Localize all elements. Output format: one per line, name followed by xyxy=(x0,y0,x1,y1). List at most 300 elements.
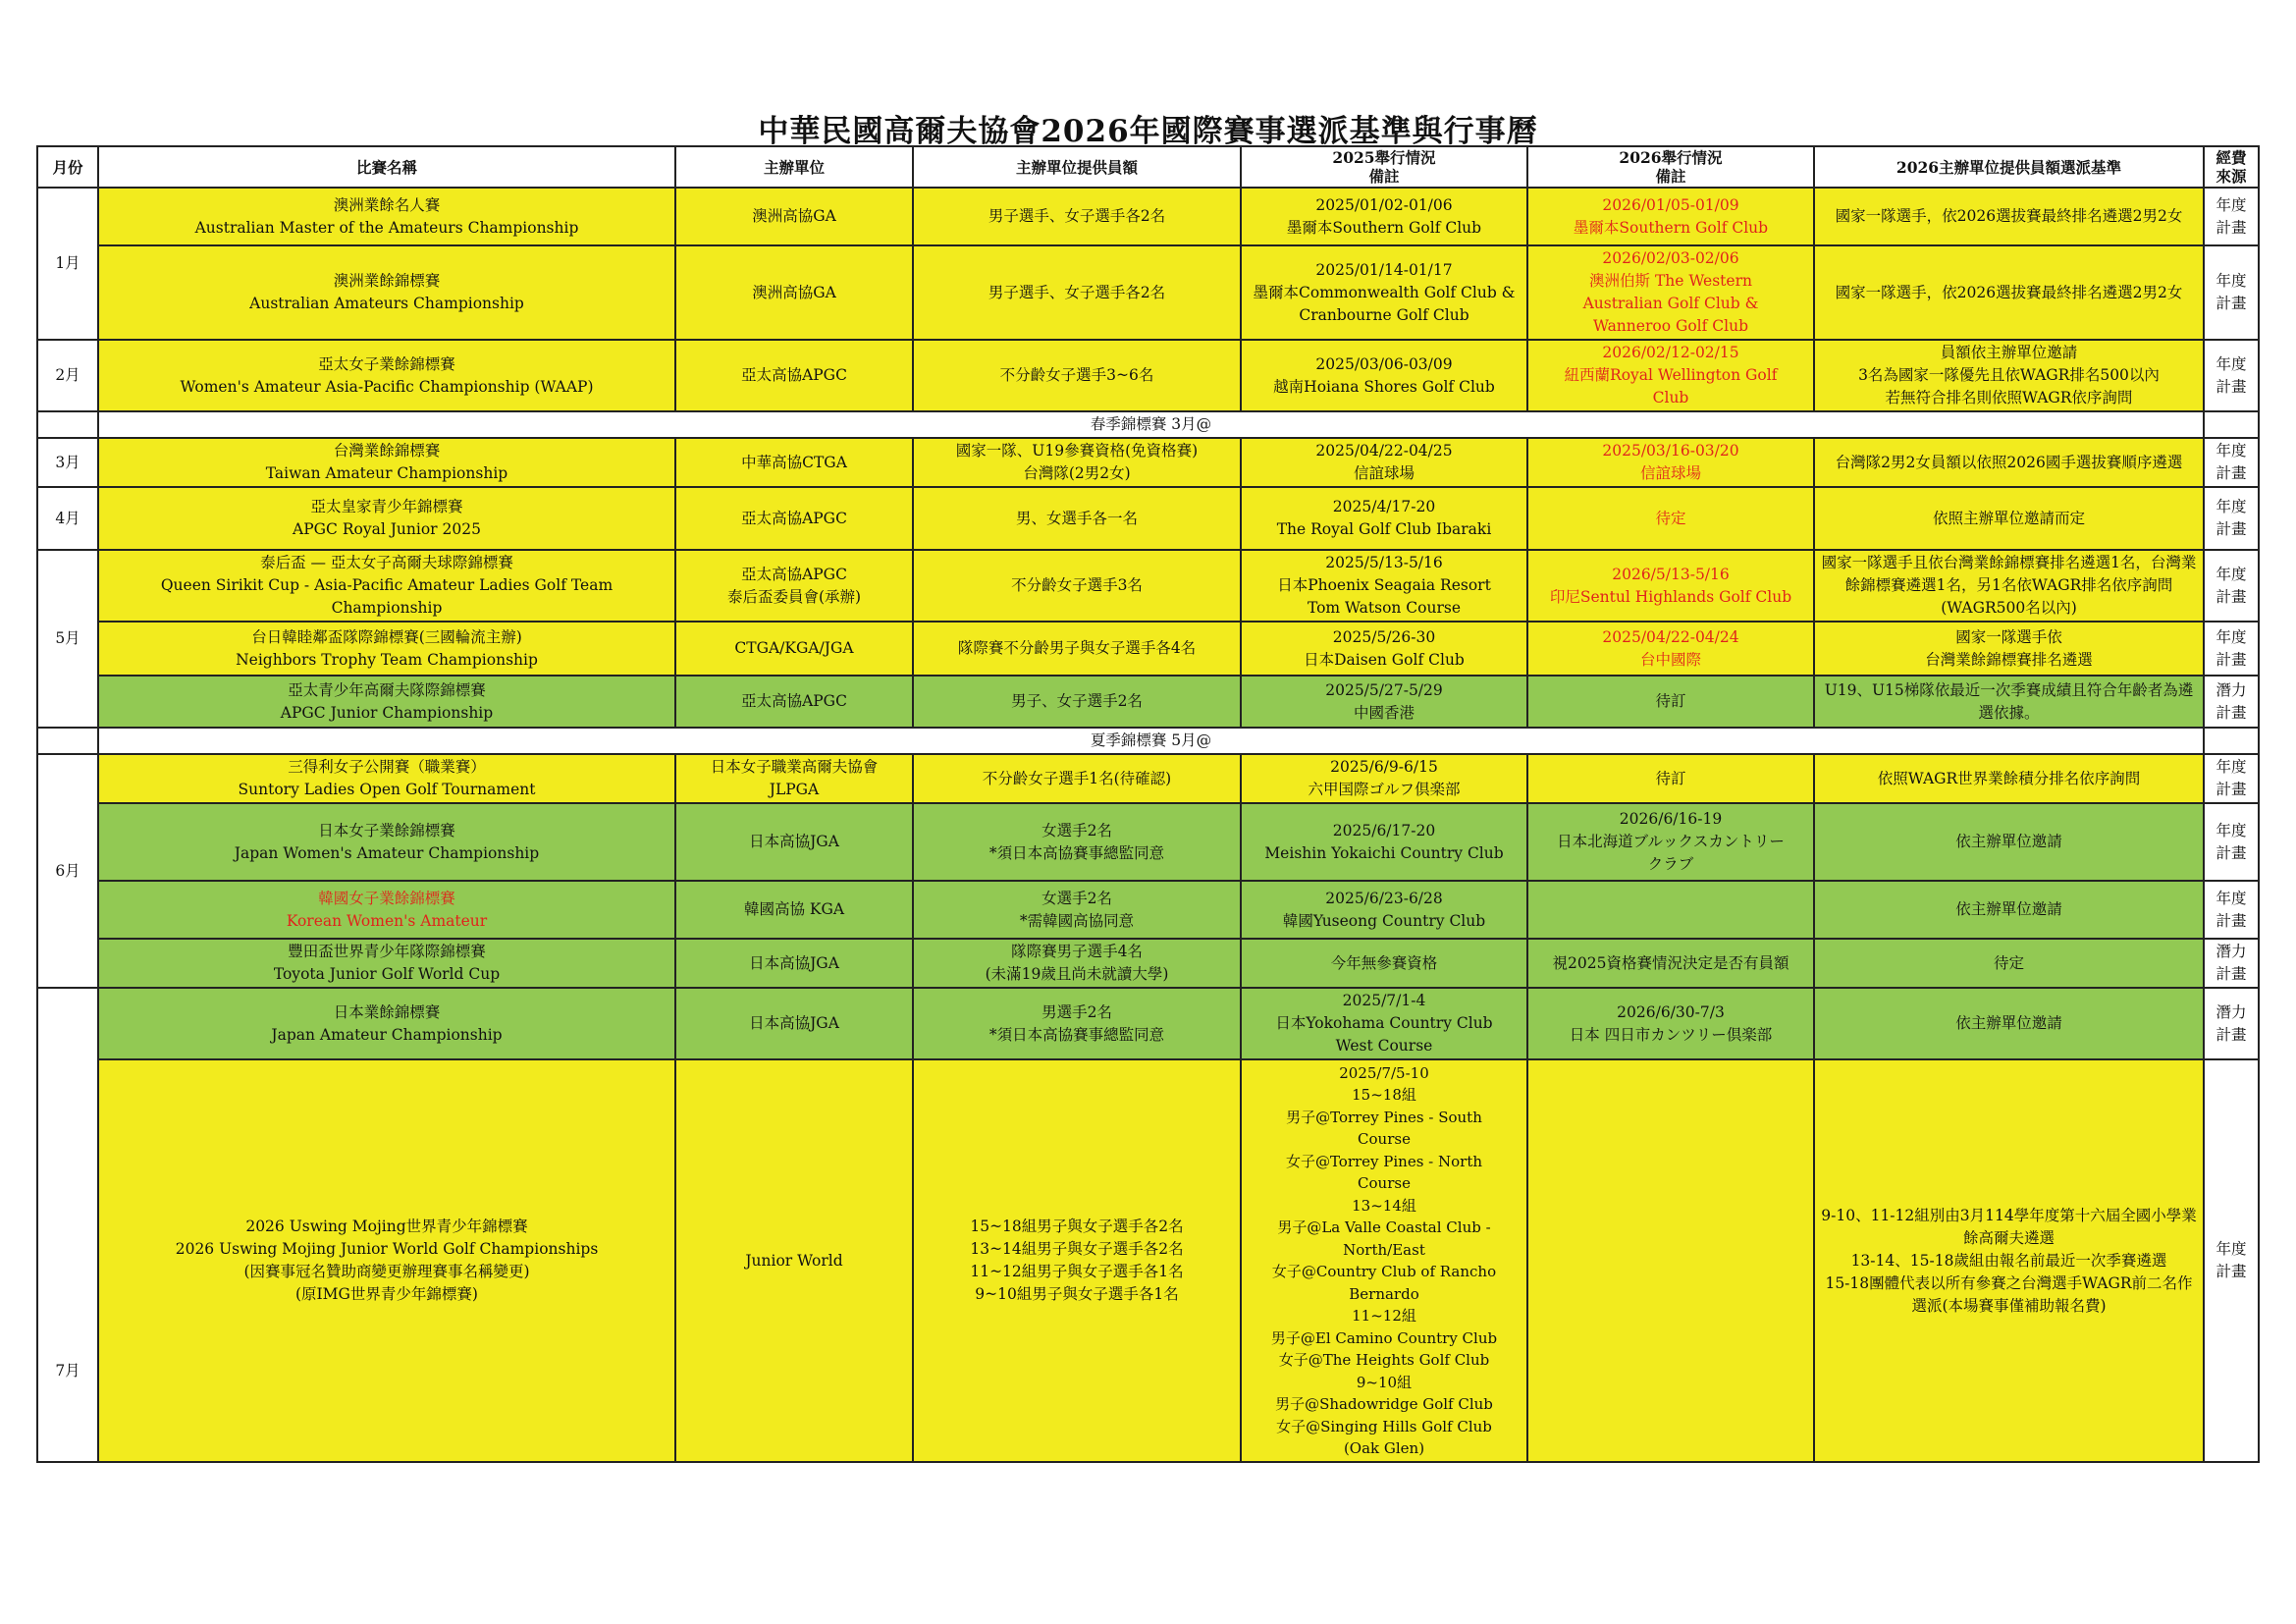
cell-line: North/East xyxy=(1343,1240,1425,1259)
cell-line: 9~10組男子與女子選手各1名 xyxy=(975,1285,1179,1303)
cell-line: 男子@La Valle Coastal Club - xyxy=(1277,1218,1491,1236)
cell-line: 若無符合排名則依照WAGR依序詢問 xyxy=(1885,389,2133,406)
cell-line: (Oak Glen) xyxy=(1343,1439,1425,1457)
funding-cell xyxy=(2204,881,2259,939)
event-name xyxy=(98,487,675,550)
criteria-cell xyxy=(1814,438,2204,487)
quota-cell xyxy=(913,881,1241,939)
cell-line: 依照主辦單位邀請而定 xyxy=(1932,509,2085,527)
cell-line: 年度 xyxy=(2216,758,2247,776)
month-cell: 5月 xyxy=(37,550,98,728)
table-row xyxy=(37,550,2259,622)
result-2026 xyxy=(1527,487,1814,550)
table-row xyxy=(37,188,2259,245)
funding-cell xyxy=(2204,988,2259,1059)
cell-line: 台灣隊2男2女員額以依照2026國手選拔賽順序遴選 xyxy=(1835,453,2183,471)
cell-line: 女選手2名 xyxy=(1041,821,1112,839)
table-row xyxy=(37,754,2259,803)
cell-line: クラブ xyxy=(1647,855,1694,873)
cell-line: Toyota Junior Golf World Cup xyxy=(273,965,501,983)
cell-line: 三得利女子公開賽（職業賽） xyxy=(288,758,486,776)
cell-line: 台中國際 xyxy=(1639,650,1701,669)
cell-line: 待訂 xyxy=(1655,692,1686,710)
cell-line: 2026/6/30-7/3 xyxy=(1617,1002,1725,1021)
cell-line: 2025/6/9-6/15 xyxy=(1330,758,1438,776)
cell-line: 計畫 xyxy=(2216,295,2247,312)
cell-line: 隊際賽男子選手4名 xyxy=(1011,943,1143,960)
cell-line: 台灣業餘錦標賽 xyxy=(333,442,441,460)
funding-cell xyxy=(2204,438,2259,487)
criteria-cell xyxy=(1814,622,2204,676)
criteria-cell xyxy=(1814,803,2204,881)
host-cell xyxy=(675,340,913,411)
cell-line: 韓國女子業餘錦標賽 xyxy=(318,889,455,907)
cell-line: 日本業餘錦標賽 xyxy=(333,1002,441,1021)
cell-line: 不分齡女子選手3名 xyxy=(1011,576,1143,594)
cell-line: 女子@Singing Hills Golf Club xyxy=(1276,1417,1492,1435)
cell-line: 年度 xyxy=(2216,442,2247,460)
table-row xyxy=(37,438,2259,487)
cell-line: Course xyxy=(1358,1174,1411,1192)
cell-line: Neighbors Trophy Team Championship xyxy=(236,650,538,669)
cell-line: 2025/04/22-04/25 xyxy=(1315,442,1453,460)
cell-line: 男、女選手各一名 xyxy=(1015,509,1138,527)
cell-line: 國家一隊、U19參賽資格(免資格賽) xyxy=(955,442,1199,460)
result-2025 xyxy=(1241,988,1527,1059)
cell-line: 日本女子職業高爾夫協會 xyxy=(710,758,879,776)
event-name xyxy=(98,988,675,1059)
quota-cell xyxy=(913,754,1241,803)
cell-line: Queen Sirikit Cup - Asia-Pacific Amateur Ladies Golf Team xyxy=(160,576,614,594)
event-name xyxy=(98,1059,675,1462)
cell-line: 2025/6/17-20 xyxy=(1332,821,1436,839)
cell-line: 日本北海道ブルックスカントリー xyxy=(1557,833,1785,850)
event-name xyxy=(98,245,675,340)
quota-cell xyxy=(913,1059,1241,1462)
section-summer: 夏季錦標賽 5月@ xyxy=(98,728,2204,754)
result-2025 xyxy=(1241,438,1527,487)
cell-line: 日本高協JGA xyxy=(749,833,839,850)
cell-line: 15~18組 xyxy=(1352,1086,1416,1104)
header-2026: 2026舉行情況 備註 xyxy=(1527,146,1814,188)
cell-line: 計畫 xyxy=(2216,1263,2247,1280)
cell-line: 2026/5/13-5/16 xyxy=(1612,565,1730,583)
cell-line: 2025/04/22-04/24 xyxy=(1602,627,1739,646)
header-criteria: 2026主辦單位提供員額選派基準 xyxy=(1814,146,2204,188)
cell-line: 泰后盃 — 亞太女子高爾夫球際錦標賽 xyxy=(260,554,513,571)
cell-line: *須日本高協賽事總監同意 xyxy=(988,843,1165,862)
cell-line: 13-14、15-18歲組由報名前最近一次季賽遴選 xyxy=(1850,1251,2167,1270)
cell-line: 日本女子業餘錦標賽 xyxy=(318,821,455,839)
cell-line: Japan Amateur Championship xyxy=(271,1025,503,1044)
cell-line: 越南Hoiana Shores Golf Club xyxy=(1273,377,1495,396)
funding-cell xyxy=(2204,622,2259,676)
cell-line: 待定 xyxy=(1655,509,1686,527)
cell-line: Bernardo xyxy=(1349,1284,1419,1303)
cell-line: Wanneroo Golf Club xyxy=(1592,317,1749,335)
cell-line: Australian Master of the Amateurs Championship xyxy=(194,218,579,237)
cell-line: 視2025資格賽情況決定是否有員額 xyxy=(1552,953,1789,972)
cell-line: 女子@The Heights Golf Club xyxy=(1278,1351,1490,1369)
cell-line: 澳洲高協GA xyxy=(752,283,836,301)
cell-line: 日本高協JGA xyxy=(749,953,839,972)
cell-line: 15~18組男子與女子選手各2名 xyxy=(970,1218,1184,1235)
funding-cell xyxy=(2204,803,2259,881)
criteria-cell xyxy=(1814,1059,2204,1462)
funding-cell xyxy=(2204,245,2259,340)
cell-line: 潛力 xyxy=(2216,1002,2247,1021)
cell-line: 韓國高協 KGA xyxy=(743,900,845,918)
cell-line: 中國香港 xyxy=(1353,703,1415,722)
table-row xyxy=(37,1059,2259,1462)
result-2026 xyxy=(1527,939,1814,988)
event-name xyxy=(98,939,675,988)
month-cell: 2月 xyxy=(37,340,98,411)
cell-line: 年度 xyxy=(2216,821,2247,839)
cell-line: 男子、女子選手2名 xyxy=(1011,692,1143,710)
criteria-cell xyxy=(1814,676,2204,728)
cell-line: 潛力 xyxy=(2216,680,2247,699)
result-2025 xyxy=(1241,188,1527,245)
table-row xyxy=(37,881,2259,939)
host-cell xyxy=(675,754,913,803)
host-cell xyxy=(675,487,913,550)
cell-line: 2025/5/26-30 xyxy=(1332,627,1436,646)
cell-line: The Royal Golf Club Ibaraki xyxy=(1276,520,1492,538)
cell-line: 9~10組 xyxy=(1356,1373,1413,1391)
cell-line: 2026/02/12-02/15 xyxy=(1602,344,1739,361)
criteria-cell xyxy=(1814,988,2204,1059)
cell-line: 2025/6/23-6/28 xyxy=(1325,889,1443,907)
event-name xyxy=(98,676,675,728)
event-name xyxy=(98,438,675,487)
schedule-table xyxy=(36,145,2260,1463)
criteria-cell xyxy=(1814,188,2204,245)
cell-line: 不分齡女子選手3~6名 xyxy=(999,366,1154,384)
criteria-cell xyxy=(1814,487,2204,550)
criteria-cell xyxy=(1814,939,2204,988)
header-row xyxy=(37,146,2259,188)
result-2025 xyxy=(1241,803,1527,881)
cell-line: 年度 xyxy=(2216,627,2247,646)
cell-line: 2025/7/5-10 xyxy=(1339,1063,1429,1082)
funding-cell xyxy=(2204,754,2259,803)
cell-line: 年度 xyxy=(2216,272,2247,290)
quota-cell xyxy=(913,245,1241,340)
cell-line: 國家一隊選手，依2026選拔賽最終排名遴選2男2女 xyxy=(1835,207,2183,225)
cell-line: 男子選手、女子選手各2名 xyxy=(988,207,1166,225)
funding-cell xyxy=(2204,487,2259,550)
cell-line: 隊際賽不分齡男子與女子選手各4名 xyxy=(957,639,1197,657)
cell-line: 女選手2名 xyxy=(1041,889,1112,907)
cell-line: Women's Amateur Asia-Pacific Championship (WAAP) xyxy=(180,377,594,396)
cell-line: West Course xyxy=(1335,1037,1433,1055)
cell-line: Cranbourne Golf Club xyxy=(1299,305,1469,324)
cell-line: Championship xyxy=(331,599,443,617)
month-cell-empty xyxy=(37,411,98,438)
cell-line: Suntory Ladies Open Golf Tournament xyxy=(238,781,536,798)
host-cell xyxy=(675,245,913,340)
cell-line: 2026/6/16-19 xyxy=(1619,810,1723,828)
cell-line: 計畫 xyxy=(2216,650,2247,669)
cell-line: JLPGA xyxy=(769,781,820,798)
cell-line: 依主辦單位邀請 xyxy=(1955,833,2062,850)
result-2026 xyxy=(1527,988,1814,1059)
cell-line: 女子@Torrey Pines - North xyxy=(1285,1152,1483,1170)
cell-line: APGC Royal Junior 2025 xyxy=(293,520,481,538)
cell-line: 計畫 xyxy=(2216,377,2247,396)
funding-cell xyxy=(2204,188,2259,245)
table-row xyxy=(37,487,2259,550)
cell-line: 墨爾本Southern Golf Club xyxy=(1286,218,1482,237)
result-2026 xyxy=(1527,754,1814,803)
cell-line: 國家一隊選手依 xyxy=(1955,627,2062,646)
cell-line: 計畫 xyxy=(2216,1025,2247,1044)
result-2025 xyxy=(1241,340,1527,411)
cell-line: 墨爾本Southern Golf Club xyxy=(1573,218,1769,237)
cell-line: Junior World xyxy=(745,1251,843,1270)
result-2026 xyxy=(1527,881,1814,939)
table-row xyxy=(37,939,2259,988)
quota-cell xyxy=(913,803,1241,881)
cell-line: 計畫 xyxy=(2216,520,2247,538)
host-cell xyxy=(675,438,913,487)
cell-line: CTGA/KGA/JGA xyxy=(734,639,854,657)
cell-line: 依主辦單位邀請 xyxy=(1955,900,2062,918)
cell-line: 2026 Uswing Mojing Junior World Golf Championships xyxy=(175,1240,599,1258)
event-name xyxy=(98,550,675,622)
cell-line: 9-10、11-12組別由3月114學年度第十六屆全國小學業餘高爾夫遴選 xyxy=(1821,1206,2197,1247)
quota-cell xyxy=(913,550,1241,622)
quota-cell xyxy=(913,188,1241,245)
cell-line: 澳洲業餘名人賽 xyxy=(333,195,441,214)
cell-line: 墨爾本Commonwealth Golf Club & xyxy=(1253,283,1516,301)
host-cell xyxy=(675,1059,913,1462)
funding-cell xyxy=(2204,676,2259,728)
event-name xyxy=(98,340,675,411)
cell-line: *須日本高協賽事總監同意 xyxy=(988,1025,1165,1044)
result-2026 xyxy=(1527,550,1814,622)
cell-line: 3名為國家一隊優先且依WAGR排名500以內 xyxy=(1858,366,2160,384)
funding-cell-empty xyxy=(2204,411,2259,438)
cell-line: 日本Phoenix Seagaia Resort xyxy=(1277,576,1491,594)
cell-line: 印尼Sentul Highlands Golf Club xyxy=(1549,587,1792,606)
funding-cell xyxy=(2204,340,2259,411)
cell-line: Taiwan Amateur Championship xyxy=(265,464,508,482)
cell-line: Australian Amateurs Championship xyxy=(249,295,524,312)
cell-line: (未滿19歲且尚未就讀大學) xyxy=(985,965,1169,983)
cell-line: 11~12組男子與女子選手各1名 xyxy=(970,1263,1184,1280)
cell-line: 信誼球場 xyxy=(1639,464,1701,482)
cell-line: 11~12組 xyxy=(1352,1307,1416,1325)
quota-cell xyxy=(913,438,1241,487)
cell-line: 國家一隊選手，依2026選拔賽最終排名遴選2男2女 xyxy=(1835,283,2183,301)
cell-line: 亞太青少年高爾夫隊際錦標賽 xyxy=(288,680,486,699)
cell-line: 男子選手、女子選手各2名 xyxy=(988,283,1166,301)
section-row xyxy=(37,728,2259,754)
cell-line: 日本高協JGA xyxy=(749,1014,839,1032)
cell-line: 男子@Shadowridge Golf Club xyxy=(1275,1395,1493,1413)
month-cell: 3月 xyxy=(37,438,98,487)
month-cell: 6月 xyxy=(37,754,98,988)
result-2025 xyxy=(1241,754,1527,803)
month-cell: 1月 xyxy=(37,188,98,340)
cell-line: 泰后盃委員會(承辦) xyxy=(726,587,862,606)
event-name xyxy=(98,754,675,803)
host-cell xyxy=(675,676,913,728)
cell-line: 台灣業餘錦標賽排名遴選 xyxy=(1925,650,2093,669)
table-row xyxy=(37,676,2259,728)
cell-line: 2026/02/03-02/06 xyxy=(1602,249,1739,267)
result-2025 xyxy=(1241,881,1527,939)
host-cell xyxy=(675,803,913,881)
cell-line: 紐西蘭Royal Wellington Golf xyxy=(1564,366,1778,384)
cell-line: Australian Golf Club & xyxy=(1582,295,1759,312)
cell-line: Meishin Yokaichi Country Club xyxy=(1264,843,1504,862)
cell-line: 2025/03/16-03/20 xyxy=(1602,442,1739,460)
cell-line: 13~14組男子與女子選手各2名 xyxy=(970,1240,1184,1258)
cell-line: 年度 xyxy=(2216,354,2247,373)
result-2026 xyxy=(1527,1059,1814,1462)
host-cell xyxy=(675,939,913,988)
cell-line: 2025/4/17-20 xyxy=(1332,498,1436,515)
header-quota: 主辦單位提供員額 xyxy=(913,146,1241,188)
result-2025 xyxy=(1241,245,1527,340)
cell-line: 年度 xyxy=(2216,889,2247,907)
quota-cell xyxy=(913,939,1241,988)
cell-line: U19、U15梯隊依最近一次季賽成績且符合年齡者為遴選依據。 xyxy=(1824,680,2194,722)
result-2025 xyxy=(1241,1059,1527,1462)
cell-line: 台灣隊(2男2女) xyxy=(1023,464,1131,482)
quota-cell xyxy=(913,622,1241,676)
cell-line: 待定 xyxy=(1993,953,2024,972)
table-row xyxy=(37,988,2259,1059)
cell-line: 計畫 xyxy=(2216,781,2247,798)
result-2025 xyxy=(1241,939,1527,988)
cell-line: Tom Watson Course xyxy=(1307,599,1462,617)
criteria-cell xyxy=(1814,754,2204,803)
criteria-cell xyxy=(1814,881,2204,939)
cell-line: Japan Women's Amateur Championship xyxy=(234,843,540,862)
cell-line: 亞太女子業餘錦標賽 xyxy=(318,354,455,373)
criteria-cell xyxy=(1814,245,2204,340)
cell-line: 計畫 xyxy=(2216,843,2247,862)
month-cell: 4月 xyxy=(37,487,98,550)
cell-line: 2025/5/13-5/16 xyxy=(1325,554,1443,571)
month-cell: 7月 xyxy=(37,988,98,1462)
cell-line: 六甲国際ゴルフ倶楽部 xyxy=(1308,781,1461,798)
cell-line: 15-18團體代表以所有參賽之台灣選手WAGR前二名作選派(本場賽事僅補助報名費) xyxy=(1825,1273,2193,1315)
cell-line: 依照WAGR世界業餘積分排名依序詢問 xyxy=(1877,769,2141,787)
cell-line: Club xyxy=(1652,389,1689,406)
cell-line: 2026/01/05-01/09 xyxy=(1602,195,1739,214)
host-cell xyxy=(675,988,913,1059)
event-name xyxy=(98,803,675,881)
cell-line: 計畫 xyxy=(2216,911,2247,930)
header-funding: 經費 來源 xyxy=(2204,146,2259,188)
table-row xyxy=(37,340,2259,411)
header-2025: 2025舉行情況 備註 xyxy=(1241,146,1527,188)
cell-line: 依主辦單位邀請 xyxy=(1955,1014,2062,1032)
cell-line: 亞太皇家青少年錦標賽 xyxy=(310,498,463,515)
result-2026 xyxy=(1527,340,1814,411)
cell-line: 男子@El Camino Country Club xyxy=(1270,1328,1498,1347)
cell-line: 計畫 xyxy=(2216,965,2247,983)
section-spring: 春季錦標賽 3月@ xyxy=(98,411,2204,438)
section-row xyxy=(37,411,2259,438)
cell-line: 台日韓睦鄰盃隊際錦標賽(三國輪流主辦) xyxy=(251,627,522,646)
cell-line: 2026 Uswing Mojing世界青少年錦標賽 xyxy=(245,1218,528,1235)
header-month: 月份 xyxy=(37,146,98,188)
result-2026 xyxy=(1527,803,1814,881)
header-name: 比賽名稱 xyxy=(98,146,675,188)
cell-line: Korean Women's Amateur xyxy=(286,911,488,930)
funding-cell xyxy=(2204,939,2259,988)
cell-line: 亞太高協APGC xyxy=(741,366,847,384)
cell-line: 信誼球場 xyxy=(1353,464,1415,482)
funding-cell-empty xyxy=(2204,728,2259,754)
cell-line: 2025/03/06-03/09 xyxy=(1315,354,1453,373)
cell-line: APGC Junior Championship xyxy=(280,703,494,722)
result-2025 xyxy=(1241,550,1527,622)
cell-line: 男選手2名 xyxy=(1041,1002,1112,1021)
cell-line: 2025/01/14-01/17 xyxy=(1315,260,1453,279)
cell-line: 待訂 xyxy=(1655,769,1686,787)
funding-cell xyxy=(2204,1059,2259,1462)
cell-line: 豐田盃世界青少年隊際錦標賽 xyxy=(288,943,486,960)
criteria-cell xyxy=(1814,550,2204,622)
cell-line: (原IMG世界青少年錦標賽) xyxy=(295,1285,478,1303)
cell-line: 亞太高協APGC xyxy=(741,692,847,710)
cell-line: Course xyxy=(1358,1130,1411,1148)
cell-line: 男子@Torrey Pines - South xyxy=(1286,1108,1482,1126)
cell-line: 年度 xyxy=(2216,498,2247,515)
header-host: 主辦單位 xyxy=(675,146,913,188)
cell-line: 年度 xyxy=(2216,565,2247,583)
table-row xyxy=(37,245,2259,340)
host-cell xyxy=(675,188,913,245)
quota-cell xyxy=(913,487,1241,550)
funding-cell xyxy=(2204,550,2259,622)
result-2025 xyxy=(1241,622,1527,676)
cell-line: 計畫 xyxy=(2216,218,2247,237)
month-cell-empty xyxy=(37,728,98,754)
event-name xyxy=(98,188,675,245)
quota-cell xyxy=(913,676,1241,728)
result-2026 xyxy=(1527,188,1814,245)
cell-line: 員額依主辦單位邀請 xyxy=(1940,344,2078,361)
criteria-cell xyxy=(1814,340,2204,411)
cell-line: 年度 xyxy=(2216,1240,2247,1258)
host-cell xyxy=(675,881,913,939)
cell-line: 年度 xyxy=(2216,195,2247,214)
cell-line: 計畫 xyxy=(2216,703,2247,722)
cell-line: (因賽事冠名贊助商變更辦理賽事名稱變更) xyxy=(243,1263,530,1280)
table-row xyxy=(37,622,2259,676)
event-name xyxy=(98,622,675,676)
cell-line: 今年無參賽資格 xyxy=(1330,953,1438,972)
host-cell xyxy=(675,622,913,676)
cell-line: 潛力 xyxy=(2216,943,2247,960)
cell-line: 2025/5/27-5/29 xyxy=(1325,680,1443,699)
quota-cell xyxy=(913,340,1241,411)
cell-line: 13~14組 xyxy=(1352,1196,1416,1215)
cell-line: 不分齡女子選手1名(待確認) xyxy=(982,769,1172,787)
table-row xyxy=(37,803,2259,881)
cell-line: 計畫 xyxy=(2216,587,2247,606)
cell-line: 亞太高協APGC xyxy=(741,509,847,527)
cell-line: 計畫 xyxy=(2216,464,2247,482)
